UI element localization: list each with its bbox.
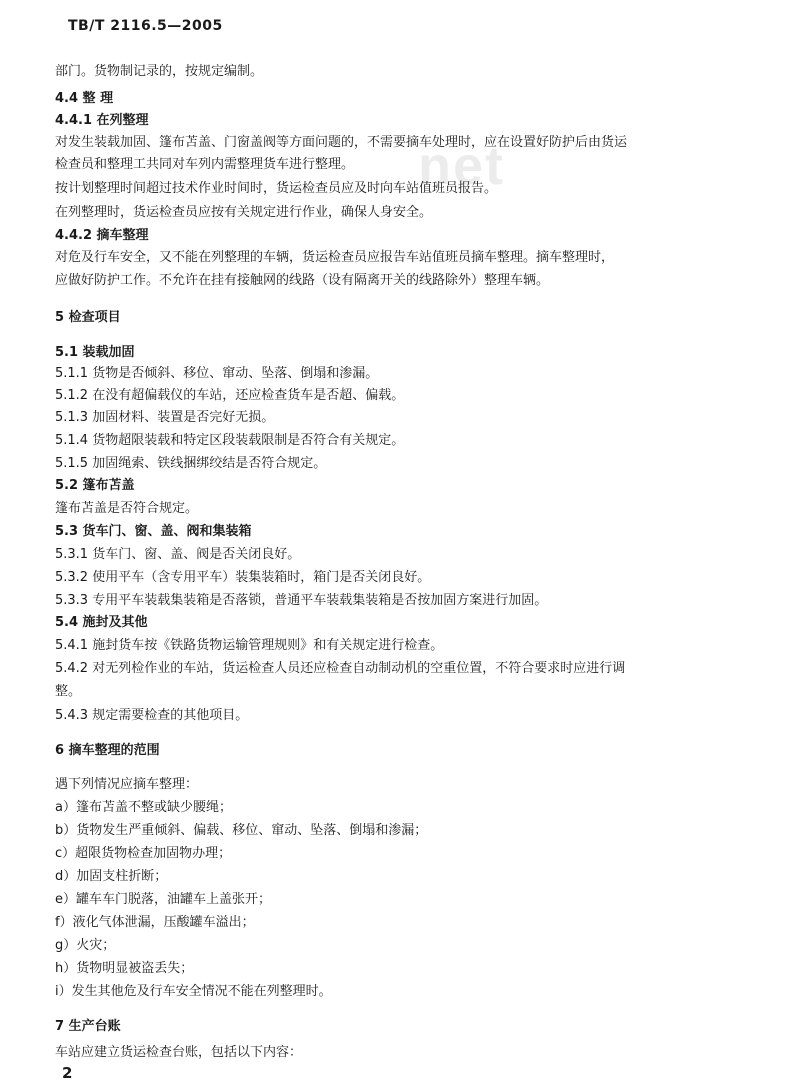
body-text-line: 对发生装载加固、篷布苫盖、门窗盖阀等方面问题的，不需要摘车处理时，应在设置好防护后由货运 [55, 135, 628, 150]
body-text-line: 遇下列情况应摘车整理： [55, 777, 199, 792]
list-item: f）液化气体泄漏，压酸罐车溢出； [55, 915, 255, 930]
list-item: 5.4.2 对无列检作业的车站，货运检查人员还应检查自动制动机的空重位置，不符合要求时应进行调 [55, 661, 626, 676]
list-item: 5.1.3 加固材料、装置是否完好无损。 [55, 410, 275, 425]
body-text-line: 对危及行车安全，又不能在列整理的车辆，货运检查员应报告车站值班员摘车整理。摘车整理时， [55, 250, 615, 265]
page-number: 2 [62, 1064, 73, 1082]
list-item: d）加固支柱折断； [55, 869, 168, 884]
section-heading: 4.4.1 在列整理 [55, 113, 149, 128]
list-item: 5.1.2 在没有超偏载仪的车站，还应检查货车是否超、偏载。 [55, 388, 405, 403]
body-text-line: 在列整理时，货运检查员应按有关规定进行作业，确保人身安全。 [55, 205, 433, 220]
list-item: e）罐车车门脱落，油罐车上盖张开； [55, 892, 271, 907]
body-text-line: 篷布苫盖是否符合规定。 [55, 501, 199, 516]
list-item: 5.4.1 施封货车按《铁路货物运输管理规则》和有关规定进行检查。 [55, 638, 444, 653]
list-item: g）火灾； [55, 938, 116, 953]
section-heading: 5.4 施封及其他 [55, 615, 148, 630]
section-heading: 4.4.2 摘车整理 [55, 228, 149, 243]
list-item: 5.1.1 货物是否倾斜、移位、窜动、坠落、倒塌和渗漏。 [55, 366, 379, 381]
section-heading: 5.2 篷布苫盖 [55, 478, 135, 493]
watermark: net [418, 136, 505, 196]
chapter-heading: 5 检查项目 [55, 310, 121, 325]
chapter-heading: 7 生产台账 [55, 1019, 121, 1034]
standard-code-header: TB/T 2116.5—2005 [68, 18, 223, 34]
list-item: 5.4.3 规定需要检查的其他项目。 [55, 708, 249, 723]
list-item: 5.3.1 货车门、窗、盖、阀是否关闭良好。 [55, 547, 301, 562]
list-item: i）发生其他危及行车安全情况不能在列整理时。 [55, 984, 332, 999]
body-text-line: 检查员和整理工共同对车列内需整理货车进行整理。 [55, 157, 355, 172]
list-item: b）货物发生严重倾斜、偏载、移位、窜动、坠落、倒塌和渗漏； [55, 823, 428, 838]
section-heading: 4.4 整 理 [55, 91, 114, 106]
body-text-line: 车站应建立货运检查台账，包括以下内容： [55, 1045, 303, 1060]
list-item: 5.1.5 加固绳索、铁线捆绑绞结是否符合规定。 [55, 456, 327, 471]
body-text-line: 整。 [55, 684, 82, 699]
body-text-line: 按计划整理时间超过技术作业时间时，货运检查员应及时向车站值班员报告。 [55, 181, 498, 196]
section-heading: 5.1 装载加固 [55, 345, 135, 360]
list-item: a）篷布苫盖不整或缺少腰绳； [55, 800, 232, 815]
list-item: 5.3.2 使用平车（含专用平车）装集装箱时，箱门是否关闭良好。 [55, 570, 431, 585]
list-item: 5.3.3 专用平车装载集装箱是否落锁，普通平车装载集装箱是否按加固方案进行加固。 [55, 593, 548, 608]
section-heading: 5.3 货车门、窗、盖、阀和集装箱 [55, 524, 252, 539]
body-text-line: 应做好防护工作。不允许在挂有接触网的线路（设有隔离开关的线路除外）整理车辆。 [55, 273, 550, 288]
chapter-heading: 6 摘车整理的范围 [55, 743, 160, 758]
list-item: 5.1.4 货物超限装载和特定区段装载限制是否符合有关规定。 [55, 433, 405, 448]
list-item: c）超限货物检查加固物办理； [55, 846, 232, 861]
body-text-line: 部门。货物制记录的，按规定编制。 [55, 64, 264, 79]
list-item: h）货物明显被盗丢失； [55, 961, 194, 976]
